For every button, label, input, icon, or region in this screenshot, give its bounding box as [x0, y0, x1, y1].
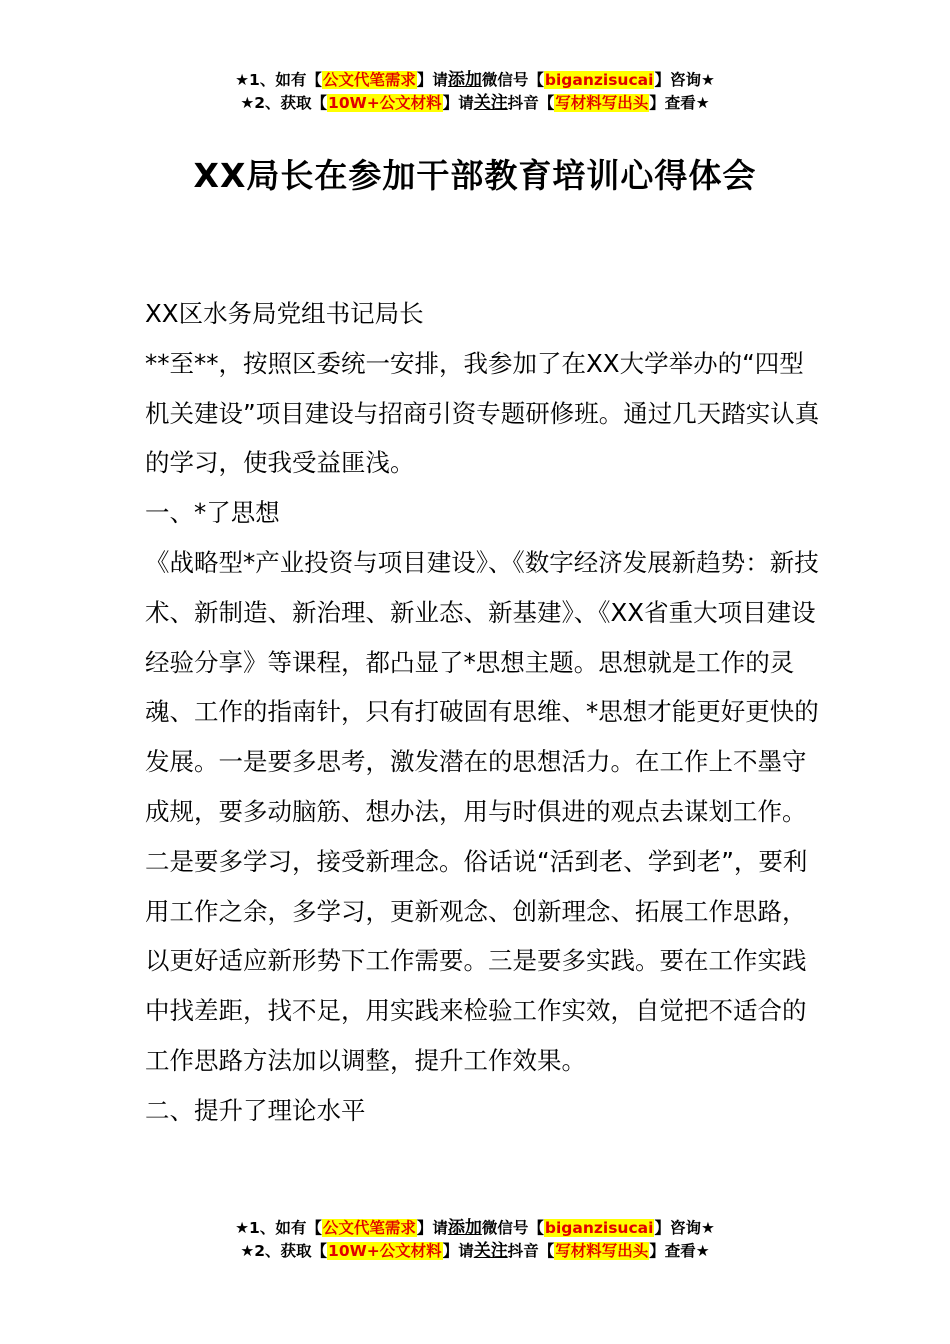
banner-text: 】请 — [442, 94, 474, 112]
section-1-paragraph: 《战略型*产业投资与项目建设》、《数字经济发展新趋势：新技术、新制造、新治理、新业态、新基建》、《XX省重大项目建设经验分享》等课程，都凸显了*思想主题。思想就是工作的灵魂、工作的指南针，只有打破固有思维、*思想才能更好更快的发展。一是要多思考，激发潜在的思想活力。在工作上不墨守成规，要多动脑筋、想办法，用与时俱进的观点去谋划工作。二是要多学习，接受新理念。俗话说“活到老、学到老”，要利用工作之余，多学习，更新观念、创新理念、拓展工作思路，以更好适应新形势下工作需要。三是要多实践。要在工作实践中找差距，找不足，用实践来检验工作实效，自觉把不适合的工作思路方法加以调整，提升工作效果。 — [145, 547, 819, 1075]
header-banner — [0, 69, 950, 115]
banner-text: 】查看★ — [649, 1242, 710, 1260]
banner-line-2 — [0, 92, 950, 115]
banner-highlight: 公文代笔需求 — [322, 1219, 416, 1237]
banner-text: ★1、如有【 — [235, 71, 322, 89]
banner-text: 】查看★ — [649, 94, 710, 112]
banner-text: 】请 — [442, 1242, 474, 1260]
document-body — [145, 289, 825, 1136]
banner-line-1 — [0, 69, 950, 92]
banner-underline: 添加 — [447, 70, 482, 90]
banner-text: ★1、如有【 — [235, 1219, 322, 1237]
douyin-id-highlight: 写材料写出头 — [555, 94, 649, 112]
intro-paragraph: **至**，按照区委统一安排，我参加了在XX大学举办的“四型机关建设”项目建设与招商引资专题研修班。通过几天踏实认真的学习，使我受益匪浅。 — [145, 348, 820, 478]
banner-line-2 — [0, 1240, 950, 1263]
banner-text: 微信号【 — [481, 1219, 544, 1237]
banner-underline: 添加 — [447, 1218, 482, 1238]
footer-banner — [0, 1217, 950, 1263]
douyin-id-highlight: 写材料写出头 — [555, 1242, 649, 1260]
section-1-heading: 一、*了思想 — [145, 498, 280, 528]
banner-underline: 关注 — [473, 93, 508, 113]
wechat-id-highlight: biganzisucai — [544, 71, 654, 89]
banner-highlight: 10W+公文材料 — [328, 1242, 442, 1260]
banner-text: ★2、获取【 — [240, 94, 328, 112]
document-title: XX局长在参加干部教育培训心得体会 — [193, 156, 757, 195]
banner-text: 】请 — [416, 71, 448, 89]
banner-text: 抖音【 — [507, 1242, 555, 1260]
banner-highlight: 公文代笔需求 — [322, 71, 416, 89]
banner-text: 】咨询★ — [654, 71, 715, 89]
banner-text: 微信号【 — [481, 71, 544, 89]
wechat-id-highlight: biganzisucai — [544, 1219, 654, 1237]
banner-text: 】请 — [416, 1219, 448, 1237]
banner-line-1 — [0, 1217, 950, 1240]
banner-underline: 关注 — [473, 1241, 508, 1261]
section-2-heading: 二、提升了理论水平 — [145, 1095, 366, 1125]
banner-text: 】咨询★ — [654, 1219, 715, 1237]
author-line: XX区水务局党组书记局长 — [145, 299, 424, 328]
banner-text: ★2、获取【 — [240, 1242, 328, 1260]
banner-highlight: 10W+公文材料 — [328, 94, 442, 112]
banner-text: 抖音【 — [507, 94, 555, 112]
